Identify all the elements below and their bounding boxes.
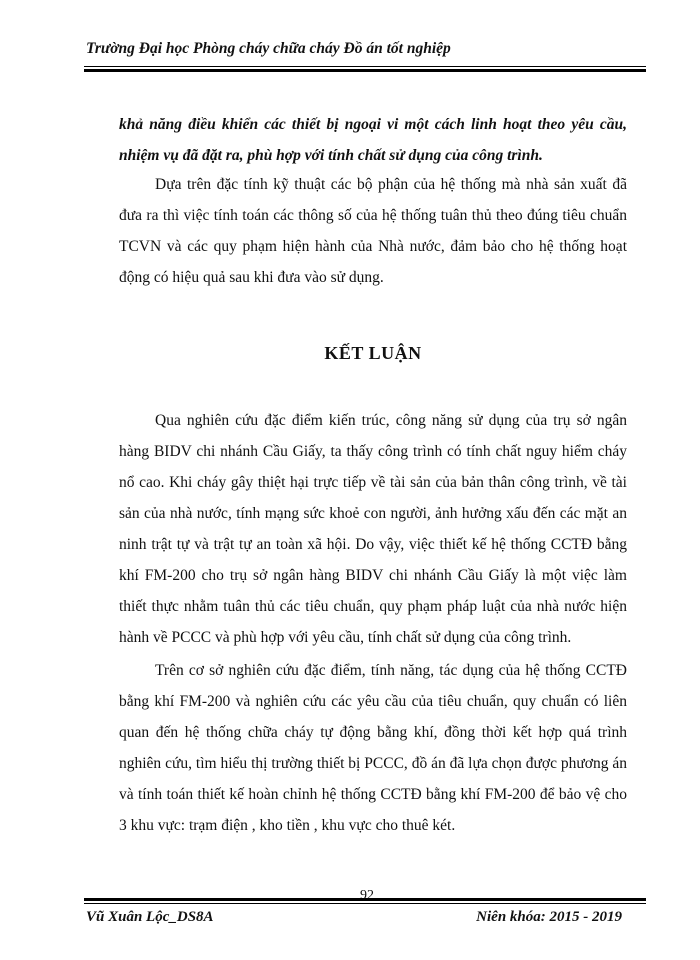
paragraph-conclusion-2: Trên cơ sở nghiên cứu đặc điểm, tính năng, tác dụng của hệ thống CCTĐ bằng khí FM-200 và nghiên cứu các yêu cầu của tiêu chuẩn, quy chuẩn có liên quan đến hệ thống chữa cháy tự động bằng khí, đồng thời kết hợp quá trình nghiên cứu, tìm hiểu thị trường thiết bị PCCC, đồ án đã lựa chọn được phương án và tính toán thiết kế hoàn chỉnh hệ thống CCTĐ bằng khí FM-200 để bảo vệ cho 3 khu vực: trạm điện , kho tiền , khu vực cho thuê két. <box>119 662 627 834</box>
footer-academic-year: Niên khóa: 2015 - 2019 <box>476 909 622 925</box>
paragraph-conclusion-1: Qua nghiên cứu đặc điểm kiến trúc, công năng sử dụng của trụ sở ngân hàng BIDV chi nhánh Cầu Giấy, ta thấy công trình có tính chất nguy hiểm cháy nổ cao. Khi cháy gây thiệt hại trực tiếp về tài sản của bản thân công trình, về tài sản của nhà nước, tính mạng sức khoẻ con người, ảnh hưởng xấu đến các mặt an ninh trật tự và trật tự an toàn xã hội. Do vậy, việc thiết kế hệ thống CCTĐ bằng khí FM-200 cho trụ sở ngân hàng BIDV chi nhánh Cầu Giấy là một việc làm thiết thực nhằm tuân thủ các tiêu chuẩn, quy phạm pháp luật của nhà nước hiện hành về PCCC và phù hợp với yêu cầu, tính chất sử dụng của công trình. <box>119 412 627 646</box>
footer-author: Vũ Xuân Lộc_DS8A <box>86 909 214 925</box>
paragraph-technical: Dựa trên đặc tính kỹ thuật các bộ phận của hệ thống mà nhà sản xuất đã đưa ra thì việc tính toán các thông số của hệ thống tuân thủ theo đúng tiêu chuẩn TCVN và các quy phạm hiện hành của Nhà nước, đảm bảo cho hệ thống hoạt động có hiệu quả sau khi đưa vào sử dụng. <box>119 176 627 286</box>
page-number: 92 <box>360 888 374 903</box>
page-header-title: Trường Đại học Phòng cháy chữa cháy Đồ án tốt nghiệp <box>86 40 451 57</box>
footer-divider <box>84 898 646 904</box>
lead-paragraph: khả năng điều khiển các thiết bị ngoại vi một cách linh hoạt theo yêu cầu, nhiệm vụ đã đặt ra, phù hợp với tính chất sử dụng của công trình. <box>119 116 627 164</box>
section-title: KẾT LUẬN <box>324 343 422 363</box>
header-divider <box>84 66 646 72</box>
